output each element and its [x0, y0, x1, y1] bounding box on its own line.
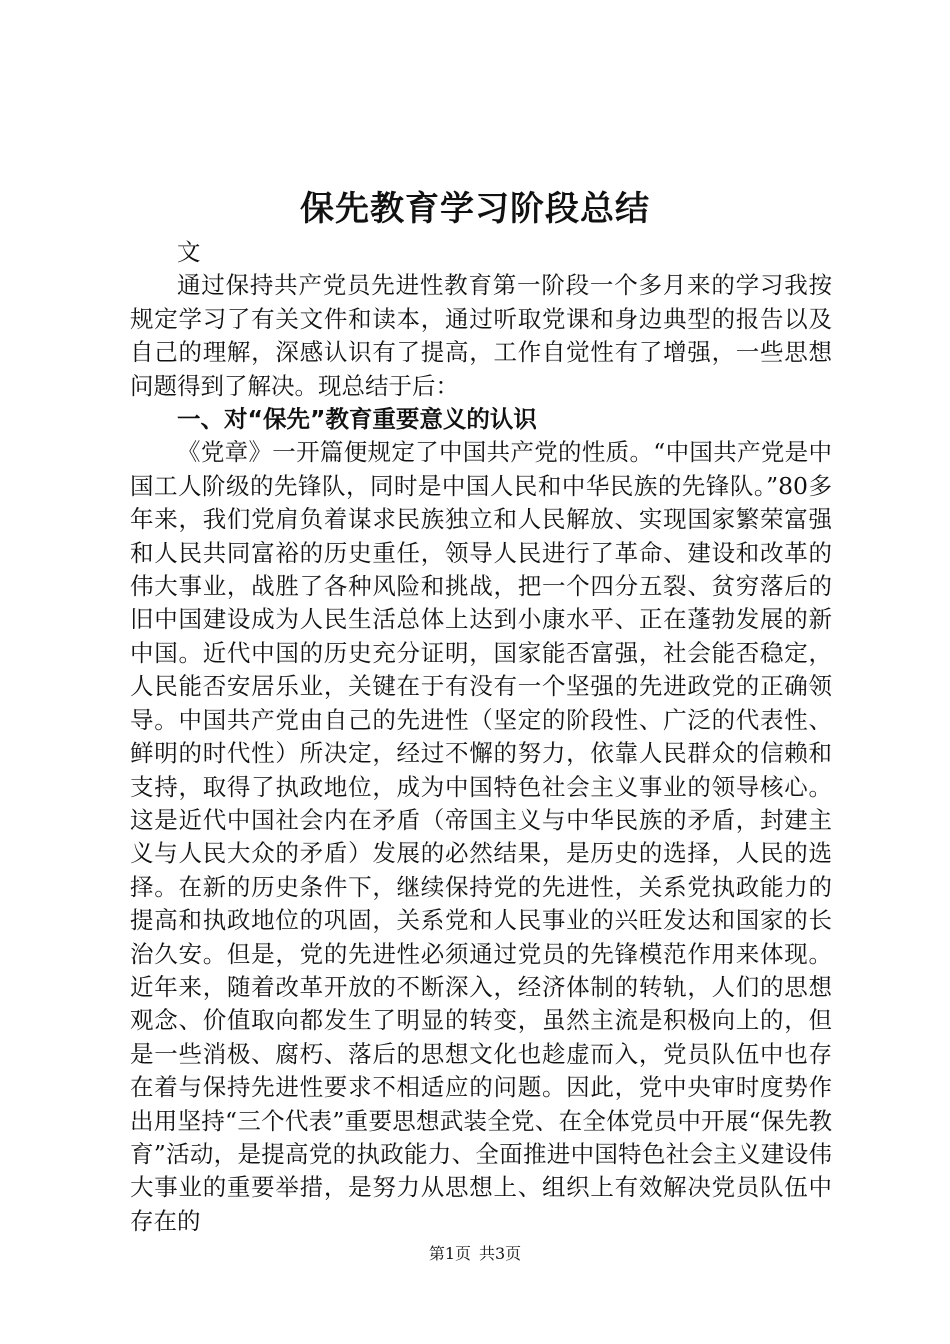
- section-heading: 一、对“保先”教育重要意义的认识: [177, 405, 537, 434]
- document-body: [130, 236, 832, 1238]
- document-title: 保先教育学习阶段总结: [300, 189, 650, 229]
- page-footer: [0, 1242, 950, 1266]
- intro-paragraph: 通过保持共产党员先进性教育第一阶段一个多月来的学习我按规定学习了有关文件和读本，通过听取党课和身边典型的报告以及自己的理解，深感认识有了提高，工作自觉性有了增强，一些思想问题得到了解决。现总结于后：: [130, 271, 832, 400]
- body-paragraph: 《党章》一开篇便规定了中国共产党的性质。“中国共产党是中国工人阶级的先锋队，同时是中国人民和中华民族的先锋队。”80多年来，我们党肩负着谋求民族独立和人民解放、实现国家繁荣富强和人民共同富裕的历史重任，领导人民进行了革命、建设和改革的伟大事业，战胜了各种风险和挑战，把一个四分五裂、贫穷落后的旧中国建设成为人民生活总体上达到小康水平、正在蓬勃发展的新中国。近代中国的历史充分证明，国家能否富强，社会能否稳定，人民能否安居乐业，关键在于有没有一个坚强的先进政党的正确领导。中国共产党由自己的先进性（坚定的阶段性、广泛的代表性、鲜明的时代性）所决定，经过不懈的努力，依靠人民群众的信赖和支持，取得了执政地位，成为中国特色社会主义事业的领导核心。这是近代中国社会内在矛盾（帝国主义与中华民族的矛盾，封建主义与人民大众的矛盾）发展的必然结果，是历史的选择，人民的选择。在新的历史条件下，继续保持党的先进性，关系党执政能力的提高和执政地位的巩固，关系党和人民事业的兴旺发达和国家的长治久安。但是，党的先进性必须通过党员的先锋模范作用来体现。近年来，随着改革开放的不断深入，经济体制的转轨，人们的思想观念、价值取向都发生了明显的转变，虽然主流是积极向上的，但是一些消极、腐朽、落后的思想文化也趁虚而入，党员队伍中也存在着与保持先进性要求不相适应的问题。因此，党中央审时度势作出用坚持“三个代表”重要思想武装全党、在全体党员中开展“保先教育”活动，是提高党的执政能力、全面推进中国特色社会主义建设伟大事业的重要举措，是努力从思想上、组织上有效解决党员队伍中存在的: [130, 438, 832, 1235]
- page-total: 共3页: [479, 1244, 522, 1263]
- page-number: 第1页: [428, 1244, 471, 1263]
- author-label: 文: [177, 238, 201, 266]
